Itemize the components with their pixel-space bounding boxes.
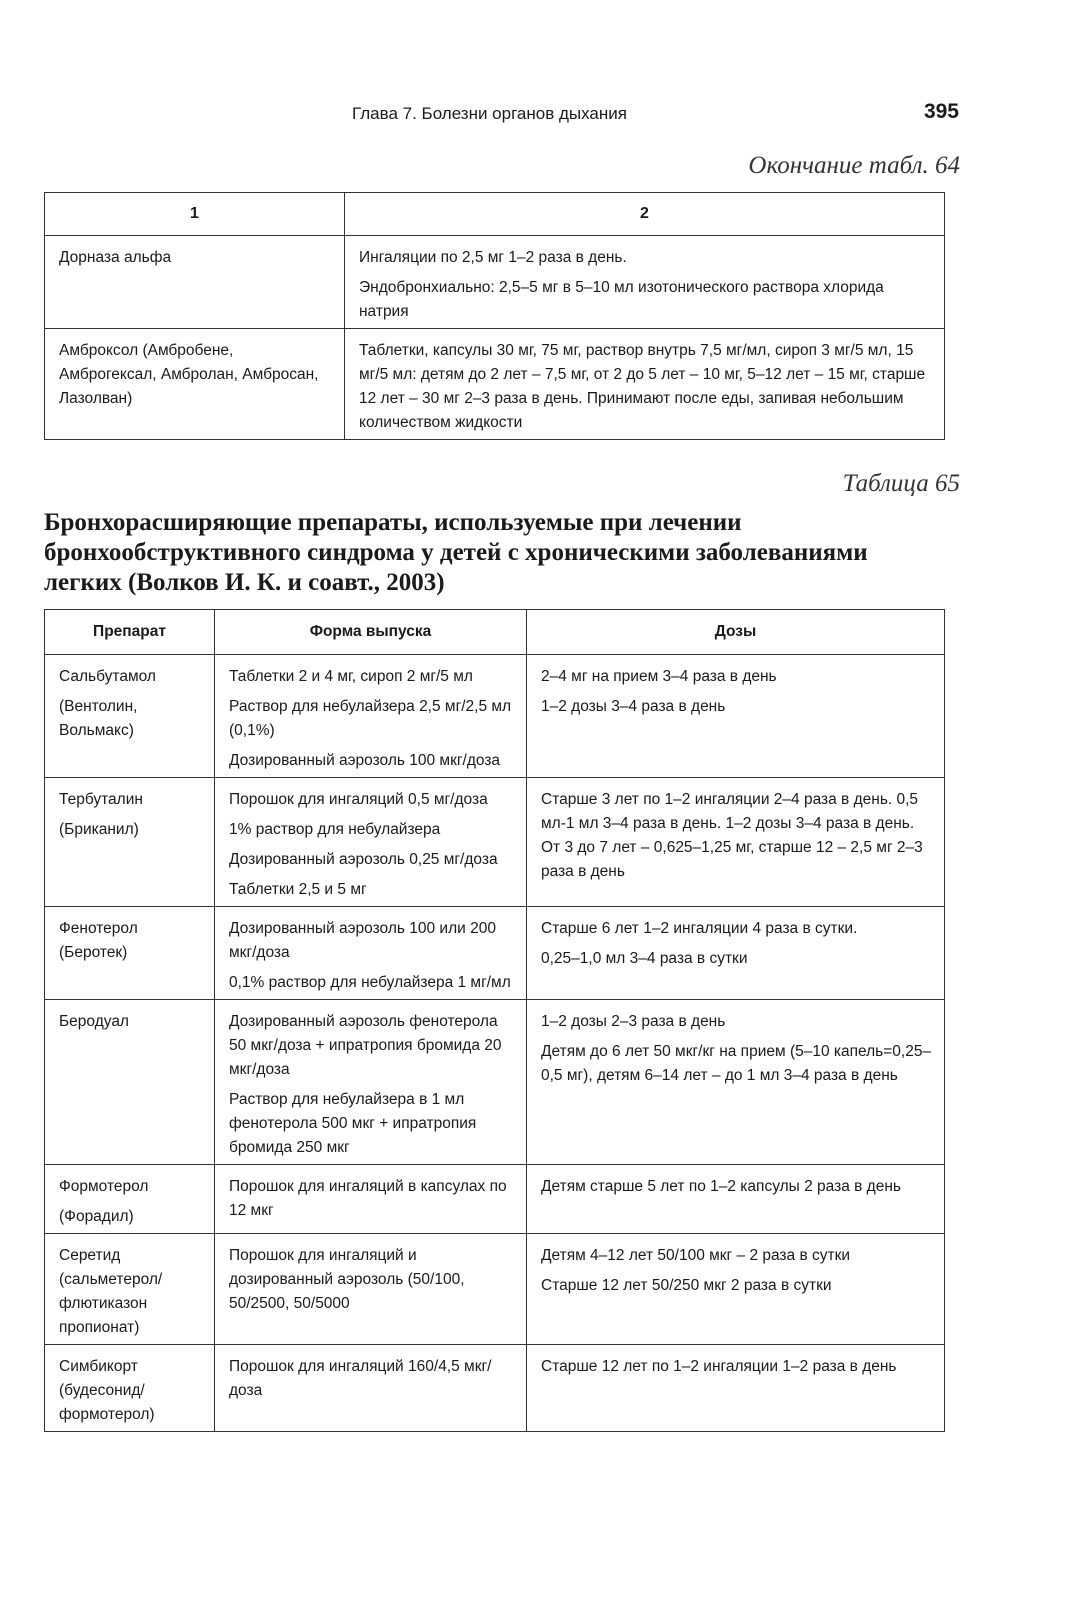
column-header-dose: Дозы <box>527 610 945 655</box>
dose-cell <box>527 1000 945 1165</box>
form-cell <box>215 655 527 778</box>
drug-line: Тербуталин <box>59 791 143 808</box>
drug-line: (Бриканил) <box>59 821 139 838</box>
dose-line: Детям 4–12 лет 50/100 мкг – 2 раза в сутки <box>541 1247 851 1264</box>
form-line: 1% раствор для небулайзера <box>229 821 441 838</box>
drug-line: Сальбутамол <box>59 668 156 685</box>
form-line: Порошок для ингаляций 0,5 мг/доза <box>229 791 488 808</box>
form-line: Дозированный аэрозоль 0,25 мг/доза <box>229 851 498 868</box>
info-line: Таблетки, капсулы 30 мг, 75 мг, раствор внутрь 7,5 мг/мл, сироп 3 мг/5 мл, 15 мг/5 мл: детям до 2 лет – 7,5 мг, от 2 до 5 лет – 10 мг, 5–12 лет – 15 мг, старше 12 лет – 30 мг 2–3 раза в день. Принимают после еды, запивая небольшим количеством жидкости <box>359 342 926 431</box>
form-line: Порошок для ингаляций в капсулах по 12 мкг <box>229 1178 507 1219</box>
page-number: 395 <box>923 100 959 123</box>
info-cell <box>345 236 945 329</box>
dose-line: Старше 3 лет по 1–2 ингаляции 2–4 раза в день. 0,5 мл-1 мл 3–4 раза в день. 1–2 дозы 3–4 раза в день. От 3 до 7 лет – 0,625–1,25 мг, старше 12 – 2,5 мг 2–3 раза в день <box>541 791 923 880</box>
form-line: Порошок для ингаляций и дозированный аэрозоль (50/100, 50/2500, 50/5000 <box>229 1247 465 1312</box>
drug-cell <box>45 1345 215 1432</box>
table-row <box>45 236 945 329</box>
table-row <box>45 655 945 778</box>
dose-line: 1–2 дозы 3–4 раза в день <box>541 698 726 715</box>
form-cell <box>215 1345 527 1432</box>
form-line: Дозированный аэрозоль фенотерола 50 мкг/доза + ипратропия бромида 20 мкг/доза <box>229 1013 502 1078</box>
drug-line: Серетид (сальметерол/флютиказон пропионат) <box>59 1247 163 1336</box>
drug-cell: Амброксол (Амбробене, Амброгексал, Амбролан, Амбросан, Лазолван) <box>45 329 345 440</box>
table-64 <box>44 192 945 440</box>
dose-line: Старше 6 лет 1–2 ингаляции 4 раза в сутки. <box>541 920 858 937</box>
dose-line: Старше 12 лет 50/250 мкг 2 раза в сутки <box>541 1277 832 1294</box>
info-cell <box>345 329 945 440</box>
column-header-drug: Препарат <box>45 610 215 655</box>
chapter-title: Глава 7. Болезни органов дыхания <box>352 104 627 123</box>
dose-line: Детям старше 5 лет по 1–2 капсулы 2 раза в день <box>541 1178 901 1195</box>
drug-cell <box>45 1234 215 1345</box>
drug-line: Беродуал <box>59 1013 129 1030</box>
drug-line: Симбикорт (будесонид/формотерол) <box>59 1358 155 1423</box>
info-line: Эндобронхиально: 2,5–5 мг в 5–10 мл изотонического раствора хлорида натрия <box>359 279 884 320</box>
form-line: Дозированный аэрозоль 100 или 200 мкг/доза <box>229 920 496 961</box>
dose-line: 0,25–1,0 мл 3–4 раза в сутки <box>541 950 748 967</box>
table-row <box>45 1000 945 1165</box>
dose-line: Старше 12 лет по 1–2 ингаляции 1–2 раза в день <box>541 1358 897 1375</box>
table-row <box>45 1234 945 1345</box>
dose-line: Детям до 6 лет 50 мкг/кг на прием (5–10 капель=0,25–0,5 мг), детям 6–14 лет – до 1 мл 3–4 раза в день <box>541 1043 932 1084</box>
dose-cell <box>527 1234 945 1345</box>
dose-cell <box>527 1345 945 1432</box>
form-cell <box>215 778 527 907</box>
form-line: Таблетки 2 и 4 мг, сироп 2 мг/5 мл <box>229 668 473 685</box>
form-cell <box>215 1234 527 1345</box>
drug-cell: Дорназа альфа <box>45 236 345 329</box>
form-cell <box>215 907 527 1000</box>
drug-cell <box>45 907 215 1000</box>
form-cell <box>215 1000 527 1165</box>
drug-cell <box>45 1165 215 1234</box>
dose-cell <box>527 655 945 778</box>
dose-line: 2–4 мг на прием 3–4 раза в день <box>541 668 777 685</box>
dose-cell <box>527 1165 945 1234</box>
running-header <box>0 100 1072 130</box>
table-65 <box>44 609 945 1432</box>
dose-cell <box>527 778 945 907</box>
form-line: Раствор для небулайзера в 1 мл фенотерола 500 мкг + ипратропия бромида 250 мкг <box>229 1091 477 1156</box>
table-row <box>45 1165 945 1234</box>
table-row <box>45 1345 945 1432</box>
drug-cell <box>45 655 215 778</box>
drug-cell <box>45 1000 215 1165</box>
form-line: Дозированный аэрозоль 100 мкг/доза <box>229 752 501 769</box>
form-line: 0,1% раствор для небулайзера 1 мг/мл <box>229 974 511 991</box>
drug-line: Фенотерол (Беротек) <box>59 920 138 961</box>
table65-title: Бронхорасширяющие препараты, используемые при лечении бронхообструктивного синдрома у детей с хроническими заболеваниями легких (Волков И. К. и соавт., 2003) <box>44 509 868 596</box>
column-header-form: Форма выпуска <box>215 610 527 655</box>
dose-cell <box>527 907 945 1000</box>
drug-line: (Вентолин, Вольмакс) <box>59 698 138 739</box>
table-row <box>45 778 945 907</box>
table-row <box>45 329 945 440</box>
table65-header-row <box>45 610 945 655</box>
info-line: Ингаляции по 2,5 мг 1–2 раза в день. <box>359 249 627 266</box>
drug-line: (Форадил) <box>59 1208 134 1225</box>
table64-caption: Окончание табл. 64 <box>748 152 960 179</box>
drug-cell <box>45 778 215 907</box>
dose-line: 1–2 дозы 2–3 раза в день <box>541 1013 726 1030</box>
table64-col-2: 2 <box>345 193 945 236</box>
table65-caption: Таблица 65 <box>842 470 960 497</box>
drug-line: Формотерол <box>59 1178 149 1195</box>
form-cell <box>215 1165 527 1234</box>
table64-col-1: 1 <box>45 193 345 236</box>
table64-header-row <box>45 193 945 236</box>
form-line: Порошок для ингаляций 160/4,5 мкг/доза <box>229 1358 492 1399</box>
form-line: Раствор для небулайзера 2,5 мг/2,5 мл (0,1%) <box>229 698 512 739</box>
form-line: Таблетки 2,5 и 5 мг <box>229 881 367 898</box>
table-row <box>45 907 945 1000</box>
